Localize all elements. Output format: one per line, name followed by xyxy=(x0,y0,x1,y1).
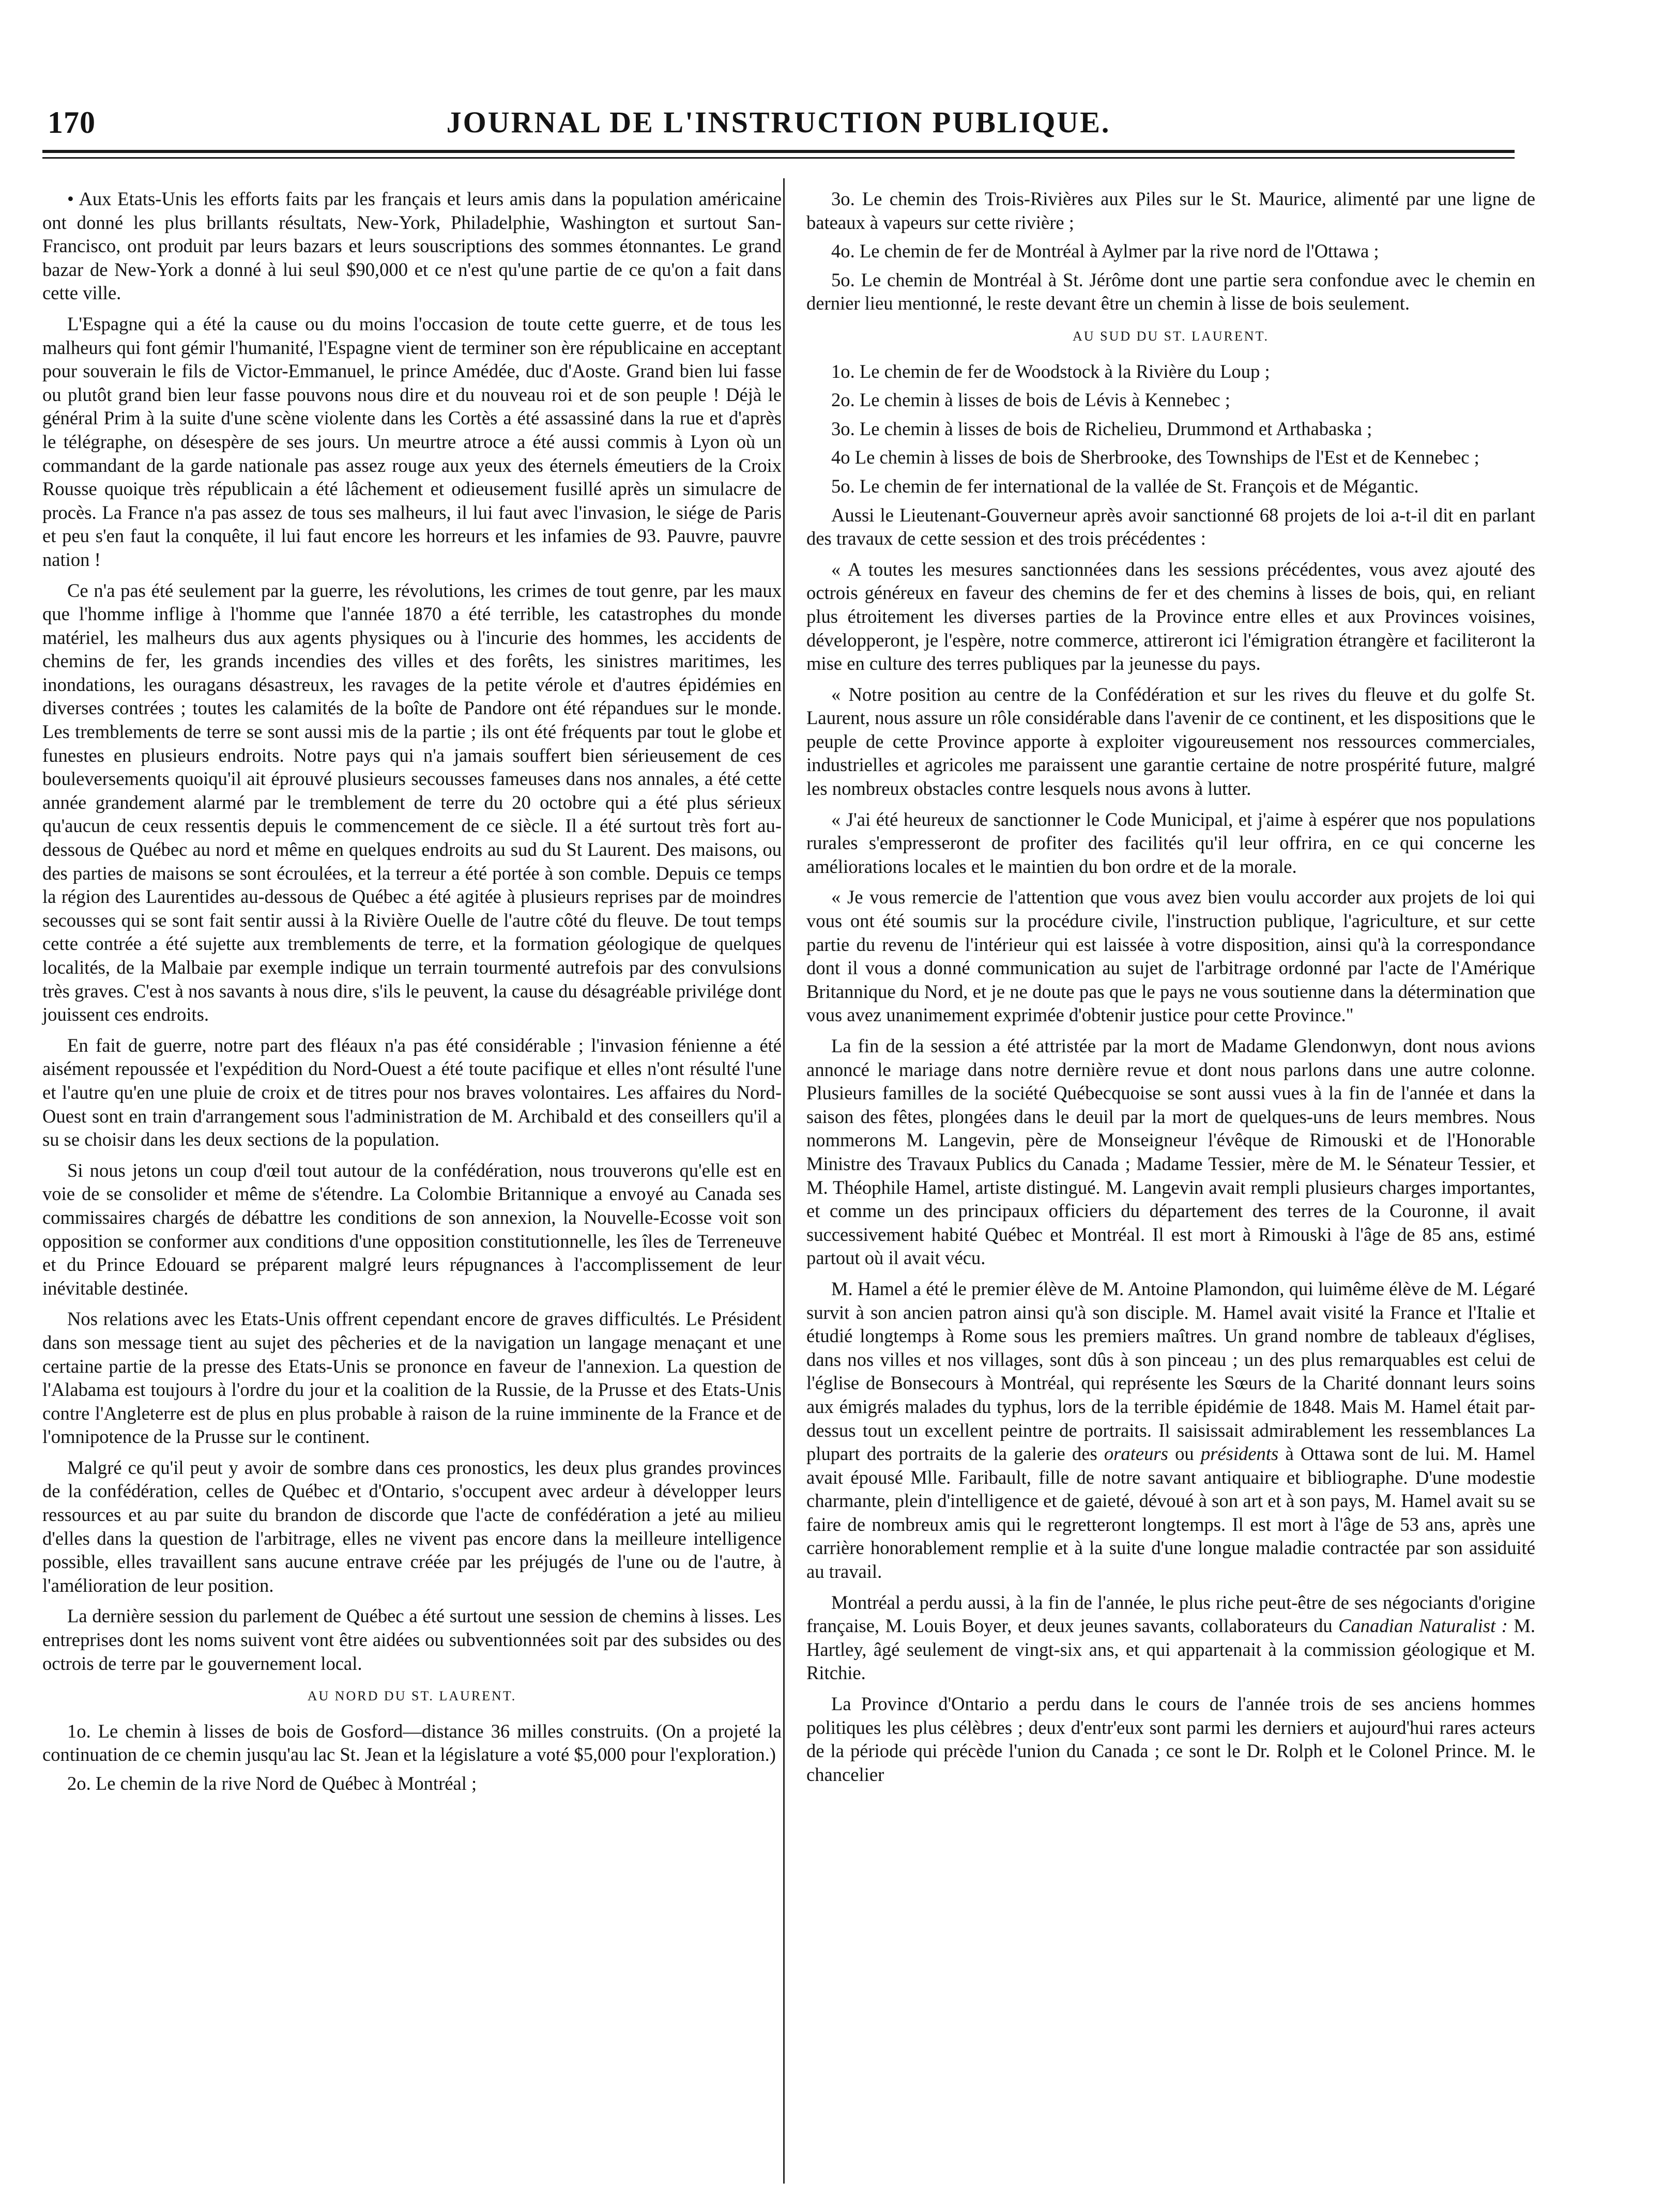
list-item-north-1: 1o. Le chemin à lisses de bois de Gosford—distance 36 milles construits. (On a projeté la continuation de ce chemin jusqu'au lac St. Jean et la législature a voté $5,000 pour l'exploration.) xyxy=(42,1720,782,1765)
list-item-south-4: 4o Le chemin à lisses de bois de Sherbrooke, des Townships de l'Est et de Kennebec ; xyxy=(831,447,1479,468)
italic-orateurs: orateurs xyxy=(1104,1443,1168,1465)
paragraph-quebec-session: La dernière session du parlement de Québec a été surtout une session de chemins à lisses. Les entreprises dont les noms suivent vont être aidées ou subventionnées soit par des subsides ou des octrois de terre par le gouvernement local. xyxy=(42,1605,782,1674)
list-item-north-3: 3o. Le chemin des Trois-Rivières aux Piles sur le St. Maurice, alimenté par une ligne de bateaux à vapeurs sur cette rivière ; xyxy=(806,188,1535,233)
hamel-text-a: M. Hamel a été le premier élève de M. Antoine Plamondon, qui luimême élève de M. Légaré survit à son ancien patron ainsi qu'à son disciple. M. Hamel avait visité la France et l'Italie et étudié longtemps à Rome sous les premiers maîtres. Un grand nombre de tableaux d'églises, dans nos villes et nos villages, sont dûs à son pinceau ; un des plus remarquables est celui de l'église de Bonsecours à Montréal, qui représente les Sœurs de la Charité donnant leurs soins aux émigrés malades du typhus, lors de la terrible épidémie de 1848. Mais M. Hamel était par-dessus tout un excellent peintre de portraits. Il saisissait admirablement les ressemblances La plupart des portraits de la galerie des xyxy=(806,1278,1535,1465)
list-item-south-3: 3o. Le chemin à lisses de bois de Richelieu, Drummond et Arthabaska ; xyxy=(831,418,1372,439)
section-heading-south: AU SUD DU ST. LAURENT. xyxy=(1073,328,1269,344)
montreal-text-b: M. Hartley, âgé seulement de vingt-six ans, et qui appartenait à la commission géologique et M. Ritchie. xyxy=(806,1615,1535,1684)
list-item-north-5: 5o. Le chemin de Montréal à St. Jérôme dont une partie sera confondue avec le chemin en dernier lieu mentionné, le reste devant être un chemin à lisse de bois seulement. xyxy=(806,269,1535,314)
column-divider xyxy=(783,178,785,2184)
paragraph-us-bazaars: • Aux Etats-Unis les efforts faits par les français et leurs amis dans la population américaine ont donné les plus brillants résultats, New-York, Philadelphie, Washington et surtout San-Francisco, ont produit par leurs bazars et leurs souscriptions des sommes étonnantes. Le grand bazar de New-York a donné à lui seul $90,000 et ce n'est qu'une partie de ce qu'on a fait dans cette ville. xyxy=(42,188,782,304)
quote-paragraph-4: « Je vous remercie de l'attention que vous avez bien voulu accorder aux projets de loi qui vous ont été soumis sur la procédure civile, l'instruction publique, l'agriculture, et sur cette partie du revenu de l'intérieur qui est laissée à votre disposition, ainsi qu'à la correspondance dont il vous a donné communication au sujet de l'arbitrage ordonné par l'acte de l'Amérique Britannique du Nord, et je ne doute pas que le pays ne vous soutienne dans la détermination que vous avez unanimement exprimée d'obtenir justice pour cette Province." xyxy=(806,886,1535,1026)
page-number: 170 xyxy=(48,105,96,140)
hamel-text-b: à Ottawa sont de lui. M. Hamel avait épousé Mlle. Faribault, fille de notre savant antiquaire et bibliographe. D'une modestie charmante, plein d'intelligence et de gaieté, dévoué à son art et à son pays, M. Hamel avait su se faire de nombreux amis qui le regretteront longtemps. Il est mort à l'âge de 53 ans, après une carrière honorablement remplie et à la suite d'une longue maladie contractée par son assiduité au travail. xyxy=(806,1443,1535,1583)
paragraph-hamel xyxy=(806,1277,1535,1584)
header-rule-thick xyxy=(42,150,1515,153)
italic-presidents: présidents xyxy=(1200,1443,1279,1465)
page-header xyxy=(42,101,1515,142)
list-item-south-5: 5o. Le chemin de fer international de la vallée de St. François et de Mégantic. xyxy=(831,475,1419,497)
paragraph-calamities-1870: Ce n'a pas été seulement par la guerre, les révolutions, les crimes de tout genre, par les maux que l'homme inflige à l'homme que l'année 1870 a été terrible, les catastrophes du monde matériel, les malheurs dus aux agents physiques ou à l'incurie des hommes, les accidents de chemins de fer, les grands incendies des villes et des forêts, les sinistres maritimes, les inondations, les ouragans désastreux, les ravages de la petite vérole et d'autres épidémies en diverses contrées ; toutes les calamités de la boîte de Pandore ont été répandues sur le monde. Les tremblements de terre se sont aussi mis de la partie ; ils ont été fréquents par tout le globe et funestes en plusieurs endroits. Notre pays qui n'a jamais souffert bien sérieusement de ces bouleversements quoiqu'il ait éprouvé plusieurs secousses fameuses dans nos annales, a été cette année grandement alarmé par le tremblement de terre du 20 octobre qui a été plus sérieux qu'aucun de ceux ressentis depuis le commencement de ce siècle. Il a été surtout très fort au-dessous de Québec au nord et même en quelques endroits au sud du St Laurent. Des maisons, ou des parties de maisons se sont écroulées, et la terreur a été portée à son comble. Depuis ce temps la région des Laurentides au-dessous de Québec a été agitée à plusieurs reprises par de moindres secousses qui se sont fait sentir aussi à la Rivière Ouelle de l'autre côté du fleuve. De tout temps cette contrée a été sujette aux tremblements de terre, et la formation géologique de quelques localités, de la Malbaie par exemple indique un terrain tourmenté autrefois par des convulsions très graves. C'est à nos savants à nous dire, s'ils le peuvent, la cause du désagréable privilége dont jouissent ces endroits. xyxy=(42,579,782,1025)
paragraph-provinces: Malgré ce qu'il peut y avoir de sombre dans ces pronostics, les deux plus grandes provinces de la confédération, celles de Québec et d'Ontario, s'occupent avec ardeur à développer leurs ressources et au par suite du brandon de discorde que l'acte de confédération a jeté au milieu d'elles dans la question de l'arbitrage, elles ne vivent pas encore dans la meilleure intelligence possible, elles travaillent sans aucune entrave créée par les préjugés de l'une ou de l'autre, à l'amélioration de leur position. xyxy=(42,1456,782,1596)
journal-title: JOURNAL DE L'INSTRUCTION PUBLIQUE. xyxy=(446,105,1111,139)
paragraph-ontario: La Province d'Ontario a perdu dans le cours de l'année trois de ses anciens hommes politiques les plus célèbres ; deux d'entr'eux sont parmi les derniers et aujourd'hui rares acteurs de la période qui précède l'union du Canada ; ce sont le Dr. Rolph et le Colonel Prince. M. le chancelier xyxy=(806,1693,1535,1785)
quote-paragraph-1: « A toutes les mesures sanctionnées dans les sessions précédentes, vous avez ajouté des octrois généreux en faveur des chemins de fer et des chemins à lisses de bois, qui, en reliant plus étroitement les diverses parties de la Province entre elles et aux Provinces voisines, développeront, je l'espère, notre commerce, attireront ici l'émigration étrangère et faciliteront la mise en culture des terres publiques par la jeunesse du pays. xyxy=(806,558,1535,674)
paragraph-lieutenant-governor: Aussi le Lieutenant-Gouverneur après avoir sanctionné 68 projets de loi a-t-il dit en parlant des travaux de cette session et des trois précédentes : xyxy=(806,504,1535,549)
paragraph-us-relations: Nos relations avec les Etats-Unis offrent cependant encore de graves difficultés. Le Président dans son message tient au sujet des pêcheries et de la navigation un langage menaçant et une certaine partie de la presse des Etats-Unis se prononce en faveur de l'annexion. La question de l'Alabama est toujours à l'ordre du jour et la coalition de la Russie, de la Prusse et des Etats-Unis contre l'Angleterre est de plus en plus probable à raison de la ruine imminente de la France et de l'omnipotence de la Prusse sur le continent. xyxy=(42,1308,782,1448)
hamel-text-ou: ou xyxy=(1168,1443,1201,1465)
italic-canadian-naturalist: Canadian Naturalist : xyxy=(1338,1615,1508,1637)
list-item-south-1: 1o. Le chemin de fer de Woodstock à la Rivière du Loup ; xyxy=(831,360,1270,382)
section-heading-north: AU NORD DU ST. LAURENT. xyxy=(307,1688,517,1704)
quote-paragraph-3: « J'ai été heureux de sanctionner le Code Municipal, et j'aime à espérer que nos populations rurales s'empresseront de profiter des facilités qu'il leur offrira, en ce qui concerne les améliorations locales et le maintien du bon ordre et de la morale. xyxy=(806,808,1535,877)
paragraph-session-end: La fin de la session a été attristée par la mort de Madame Glendonwyn, dont nous avions annoncé le mariage dans notre dernière revue et dont nous parlons dans une autre colonne. Plusieurs familles de la société Québecquoise se sont aussi vues à la fin de l'année et dans la saison des fêtes, plongées dans le deuil par la mort de quelques-uns de leurs membres. Nous nommerons M. Langevin, père de Monseigneur l'évêque de Rimouski et de l'Honorable Ministre des Travaux Publics du Canada ; Madame Tessier, mère de M. le Sénateur Tessier, et M. Théophile Hamel, artiste distingué. M. Langevin avait rempli plusieurs charges importantes, et comme un des principaux officiers du département des terres de la Couronne, il avait successivement habité Québec et Montréal. Il est mort à Rimouski à l'âge de 85 ans, estimé partout où il avait vécu. xyxy=(806,1035,1535,1269)
list-item-north-2: 2o. Le chemin de la rive Nord de Québec à Montréal ; xyxy=(67,1773,477,1794)
quote-paragraph-2: « Notre position au centre de la Confédération et sur les rives du fleuve et du golfe St. Laurent, nous assure un rôle considérable dans l'avenir de ce continent, et les dispositions que le peuple de cette Province apporte à exploiter vigoureusement nos ressources commerciales, industrielles et agricoles me paraissent une garantie certaine de notre prospérité future, malgré les nombreux obstacles contre lesquels nous avons à lutter. xyxy=(806,683,1535,800)
list-item-north-4: 4o. Le chemin de fer de Montréal à Aylmer par la rive nord de l'Ottawa ; xyxy=(831,240,1379,262)
paragraph-war-share: En fait de guerre, notre part des fléaux n'a pas été considérable ; l'invasion fénienne a été aisément repoussée et l'expédition du Nord-Ouest a été toute pacifique et elles n'ont résulté l'une et l'autre qu'en une pluie de croix et de titres pour nos braves volontaires. Les affaires du Nord-Ouest sont en train d'arrangement sous l'administration de M. Archibald et des conseillers qu'il a su se choisir dans les deux sections de la population. xyxy=(42,1034,782,1150)
paragraph-confederation: Si nous jetons un coup d'œil tout autour de la confédération, nous trouverons qu'elle est en voie de se consolider et même de s'étendre. La Colombie Britannique a envoyé au Canada ses commissaires chargés de débattre les conditions de son annexion, la Nouvelle-Ecosse voit son opposition se conformer aux conditions d'une opposition constitutionnelle, les îles de Terreneuve et du Prince Edouard se préparent malgré leurs répugnances à l'accomplissement de leur inévitable destinée. xyxy=(42,1159,782,1299)
paragraph-montreal xyxy=(806,1591,1535,1685)
paragraph-spain: L'Espagne qui a été la cause ou du moins l'occasion de toute cette guerre, et de tous les malheurs qui font gémir l'humanité, l'Espagne vient de terminer son ère républicaine en acceptant pour souverain le fils de Victor-Emmanuel, le prince Amédée, duc d'Aoste. Grand bien lui fasse ou plutôt grand bien leur fasse pouvons nous dire et du nouveau roi et de son peuple ! Déjà le général Prim à la suite d'une scène violente dans les Cortès a été assassiné dans la rue et d'après le télégraphe, on désespère de ses jours. Un meurtre atroce a été aussi commis à Lyon où un commandant de la garde nationale pas assez rouge aux yeux des éternels émeutiers de la Croix Rousse quoique très républicain a été lâchement et odieusement fusillé après un simulacre de procès. La France n'a pas assez de tous ses malheurs, il lui faut avec l'invasion, le siége de Paris et peu s'en faut la conquête, il lui faut encore les horreurs et les infamies de 93. Pauvre, pauvre nation ! xyxy=(42,313,782,570)
left-column xyxy=(42,187,782,1801)
right-column xyxy=(806,187,1535,1793)
list-item-south-2: 2o. Le chemin à lisses de bois de Lévis à Kennebec ; xyxy=(831,389,1230,411)
montreal-text-a: Montréal a perdu aussi, à la fin de l'année, le plus riche peut-être de ses négociants d'origine française, M. Louis Boyer, et deux jeunes savants, collaborateurs du xyxy=(806,1591,1535,1637)
header-rule-thin xyxy=(42,157,1515,159)
